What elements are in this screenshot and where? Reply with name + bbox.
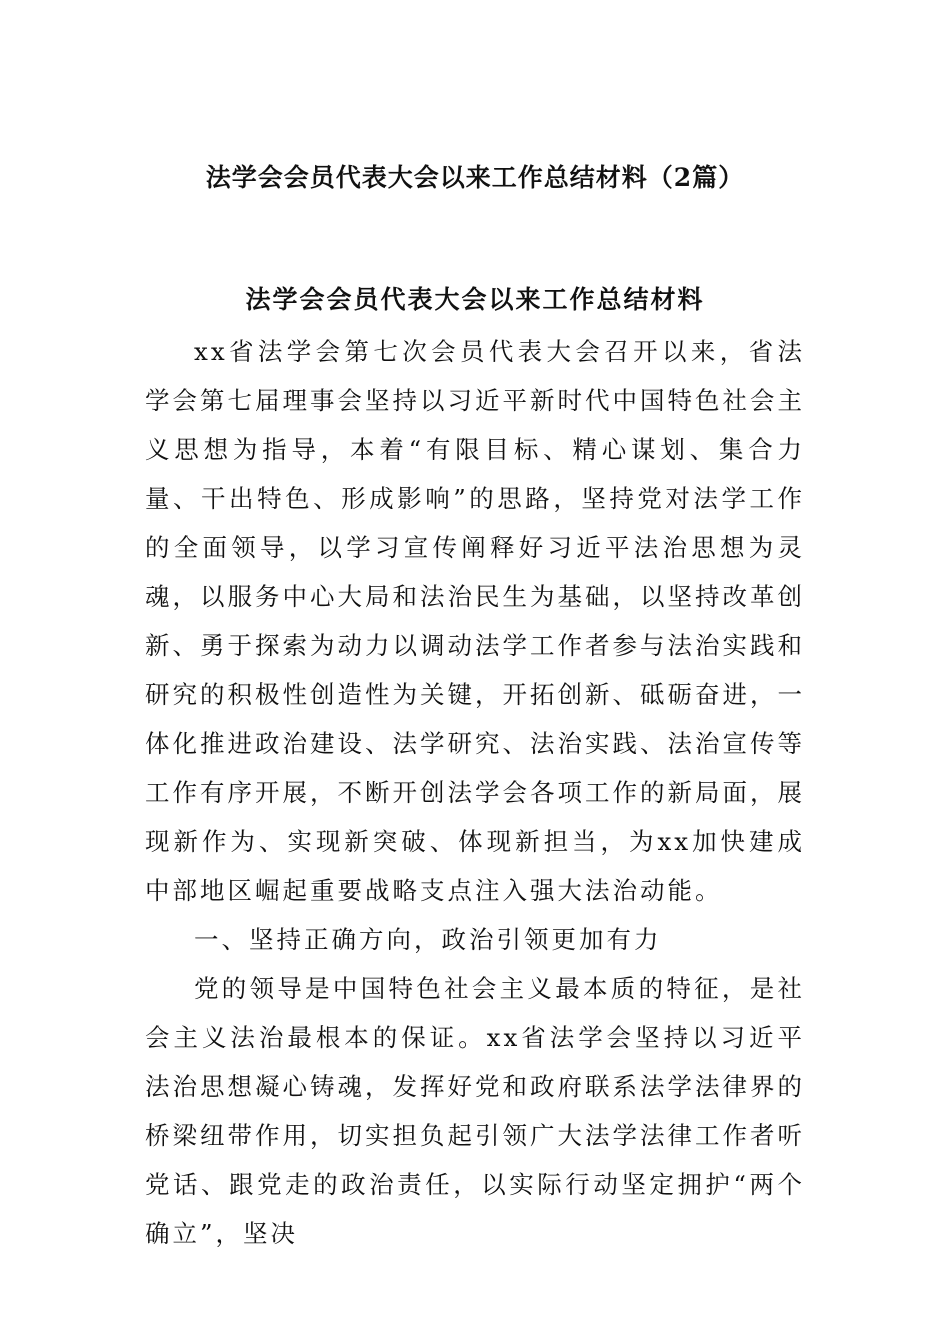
document-body bbox=[145, 327, 805, 1258]
paragraph-party-leadership: 党的领导是中国特色社会主义最本质的特征，是社会主义法治最根本的保证。xx省法学会坚持以习近平法治思想凝心铸魂，发挥好党和政府联系法学法律界的桥梁纽带作用，切实担负起引领广大法学法律工作者听党话、跟党走的政治责任，以实际行动坚定拥护“两个确立”，坚决 bbox=[145, 974, 805, 1248]
paragraph-heading-1: 一、坚持正确方向，政治引领更加有力 bbox=[194, 925, 662, 954]
document-title: 法学会会员代表大会以来工作总结材料（2篇） bbox=[205, 163, 745, 192]
section-title: 法学会会员代表大会以来工作总结材料 bbox=[245, 285, 705, 314]
paragraph-intro: xx省法学会第七次会员代表大会召开以来，省法学会第七届理事会坚持以习近平新时代中国特色社会主义思想为指导，本着“有限目标、精心谋划、集合力量、干出特色、形成影响”的思路，坚持党对法学工作的全面领导，以学习宣传阐释好习近平法治思想为灵魂，以服务中心大局和法治民生为基础，以坚持改革创新、勇于探索为动力以调动法学工作者参与法治实践和研究的积极性创造性为关键，开拓创新、砥砺奋进，一体化推进政治建设、法学研究、法治实践、法治宣传等工作有序开展，不断开创法学会各项工作的新局面，展现新作为、实现新突破、体现新担当，为xx加快建成中部地区崛起重要战略支点注入强大法治动能。 bbox=[145, 337, 805, 905]
